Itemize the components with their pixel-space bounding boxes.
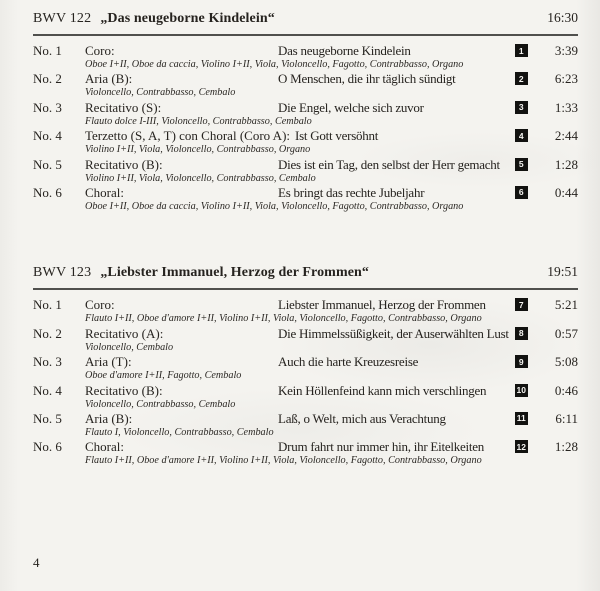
track-type: Terzetto (S, A, T) con Choral (Coro A): (85, 128, 291, 144)
section-bwv: BWV 123 (33, 265, 92, 281)
track-type: Recitativo (B): (85, 382, 163, 398)
track-main-line (33, 354, 578, 369)
track-main-line (33, 326, 578, 341)
track-duration: 6:11 (555, 410, 578, 426)
track-instruments: Violoncello, Cembalo (85, 341, 174, 353)
track-title: Kein Höllenfeind kann mich verschlingen (278, 382, 487, 398)
section-total-duration: 16:30 (547, 10, 578, 25)
page-number: 4 (33, 555, 40, 570)
track-no: No. 4 (33, 128, 62, 144)
track-type: Coro: (85, 297, 115, 313)
track-number-badge: 7 (515, 298, 529, 311)
track-type: Recitativo (A): (85, 325, 164, 341)
track-title: Dies ist ein Tag, den selbst der Herr gemacht (278, 156, 500, 172)
track-duration: 2:44 (554, 128, 578, 144)
cantata-section (33, 262, 578, 467)
track-number-badge: 6 (515, 186, 529, 199)
track-instruments: Violino I+II, Viola, Violoncello, Contrabbasso, Cembalo (85, 172, 316, 184)
track-row (33, 43, 578, 71)
track-type: Aria (B): (85, 71, 133, 87)
track-duration: 0:46 (554, 382, 578, 398)
track-number-badge: 3 (515, 101, 529, 114)
track-duration: 0:44 (554, 184, 578, 200)
track-main-line (33, 383, 578, 398)
track-main-line (33, 157, 578, 172)
track-no: No. 3 (33, 99, 62, 115)
track-title: Auch die harte Kreuzesreise (278, 354, 419, 370)
track-duration: 3:39 (554, 43, 578, 58)
track-row (33, 185, 578, 213)
track-type: Aria (B): (85, 410, 133, 426)
section-bwv: BWV 122 (33, 11, 92, 26)
track-number-badge: 2 (515, 72, 529, 85)
track-main-line (33, 43, 578, 58)
cantata-section (33, 8, 578, 213)
section-header (33, 8, 578, 29)
track-instruments: Oboe d'amore I+II, Fagotto, Cembalo (85, 370, 242, 382)
track-title: Ist Gott versöhnt (295, 128, 379, 144)
track-no: No. 3 (33, 354, 62, 370)
track-no: No. 2 (33, 325, 62, 341)
track-instruments: Flauto I, Violoncello, Contrabbasso, Cembalo (85, 426, 274, 438)
track-type: Recitativo (B): (85, 156, 163, 172)
track-number-badge: 8 (515, 327, 529, 340)
track-row (33, 326, 578, 354)
track-list (33, 43, 578, 213)
track-type: Choral: (85, 184, 124, 200)
section-title: „Das neugeborne Kindelein“ (100, 11, 275, 26)
track-duration: 1:33 (554, 99, 578, 115)
track-list (33, 297, 578, 467)
track-type: Recitativo (S): (85, 99, 162, 115)
track-number-badge: 9 (515, 355, 529, 368)
section-header (33, 262, 578, 283)
track-title: Laß, o Welt, mich aus Verachtung (278, 410, 446, 426)
track-number-badge: 10 (515, 384, 529, 397)
track-type: Coro: (85, 43, 115, 58)
track-title: Die Engel, welche sich zuvor (278, 99, 424, 115)
track-type: Aria (T): (85, 354, 132, 370)
track-duration: 5:08 (554, 354, 578, 370)
track-row (33, 383, 578, 411)
track-title: Es bringt das rechte Jubeljahr (278, 184, 425, 200)
track-no: No. 2 (33, 71, 62, 87)
track-row (33, 128, 578, 156)
track-instruments: Violoncello, Contrabbasso, Cembalo (85, 87, 236, 99)
track-number-badge: 4 (515, 129, 529, 142)
section-divider (33, 288, 578, 290)
track-main-line (33, 185, 578, 200)
track-no: No. 5 (33, 410, 62, 426)
track-main-line (33, 439, 578, 454)
track-duration: 5:21 (554, 297, 578, 313)
track-duration: 1:28 (554, 156, 578, 172)
content (33, 8, 578, 468)
track-no: No. 1 (33, 297, 62, 313)
track-instruments: Flauto dolce I-III, Violoncello, Contrabbasso, Cembalo (85, 115, 312, 127)
track-row (33, 100, 578, 128)
track-row (33, 71, 578, 99)
track-number-badge: 5 (515, 158, 529, 171)
track-main-line (33, 100, 578, 115)
track-number-badge: 1 (515, 44, 529, 57)
track-title: Liebster Immanuel, Herzog der Frommen (278, 297, 486, 313)
track-main-line (33, 128, 578, 143)
track-number-badge: 11 (515, 412, 529, 425)
track-duration: 6:23 (554, 71, 578, 87)
section-title: „Liebster Immanuel, Herzog der Frommen“ (100, 265, 370, 281)
track-duration: 0:57 (554, 325, 578, 341)
track-title: Die Himmelssüßigkeit, der Auserwählten Lust (278, 325, 509, 341)
track-row (33, 157, 578, 185)
track-no: No. 6 (33, 184, 62, 200)
track-instruments: Violoncello, Contrabbasso, Cembalo (85, 398, 236, 410)
section-divider (33, 34, 578, 36)
track-instruments: Violino I+II, Viola, Violoncello, Contrabbasso, Organo (85, 144, 311, 156)
track-main-line (33, 297, 578, 312)
track-main-line (33, 71, 578, 86)
track-row (33, 297, 578, 325)
track-type: Choral: (85, 439, 124, 455)
track-main-line (33, 411, 578, 426)
track-instruments: Oboe I+II, Oboe da caccia, Violino I+II, Viola, Violoncello, Fagotto, Contrabbasso, Organo (85, 59, 464, 70)
track-duration: 1:28 (554, 439, 578, 455)
track-instruments: Oboe I+II, Oboe da caccia, Violino I+II, Viola, Violoncello, Fagotto, Contrabbasso, Organo (85, 200, 464, 212)
track-no: No. 4 (33, 382, 62, 398)
track-title: Das neugeborne Kindelein (278, 43, 411, 58)
track-no: No. 5 (33, 156, 62, 172)
track-instruments: Flauto I+II, Oboe d'amore I+II, Violino I+II, Viola, Violoncello, Fagotto, Contrabbasso, Organo (85, 455, 482, 467)
track-number-badge: 12 (515, 440, 529, 453)
track-no: No. 1 (33, 43, 62, 58)
track-row (33, 439, 578, 467)
track-instruments: Flauto I+II, Oboe d'amore I+II, Violino I+II, Viola, Violoncello, Fagotto, Contrabbasso, Organo (85, 313, 482, 325)
track-row (33, 411, 578, 439)
track-no: No. 6 (33, 439, 62, 455)
section-total-duration: 19:51 (547, 264, 578, 280)
track-title: O Menschen, die ihr täglich sündigt (278, 71, 456, 87)
track-row (33, 354, 578, 382)
track-title: Drum fahrt nur immer hin, ihr Eitelkeiten (278, 439, 484, 455)
